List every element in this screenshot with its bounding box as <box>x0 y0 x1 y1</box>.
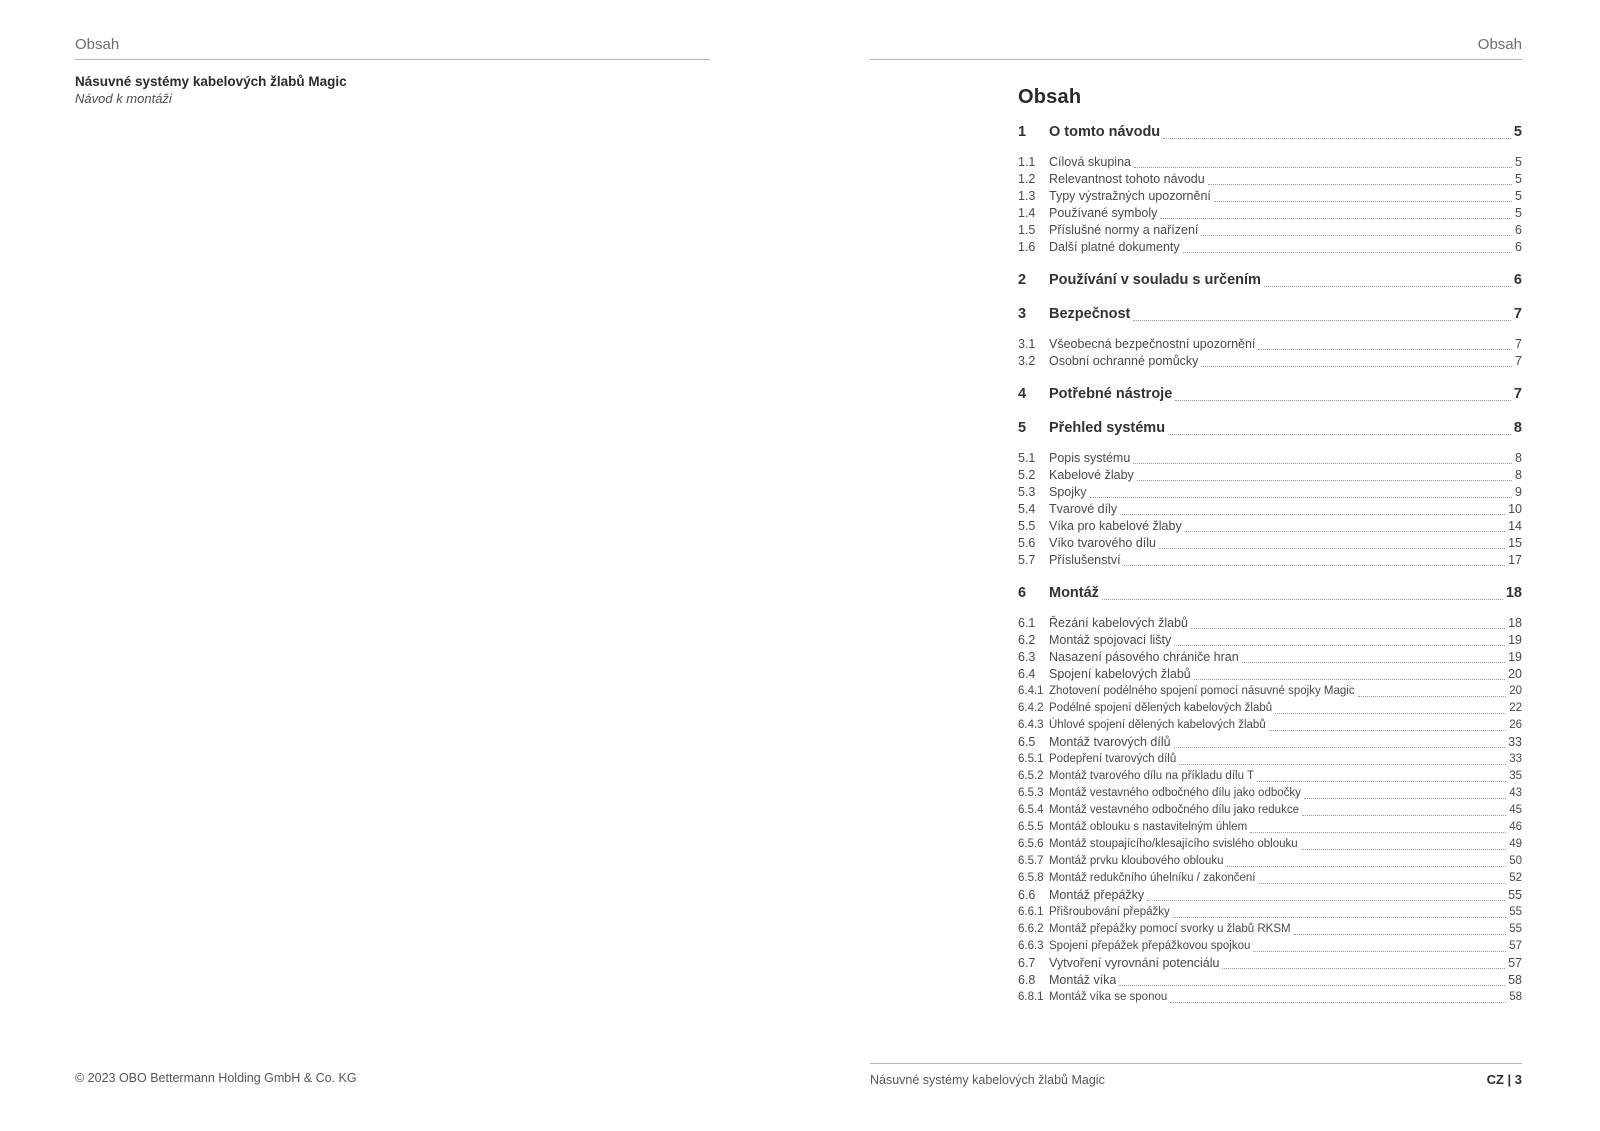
toc-entry-title: Používané symboly <box>1049 206 1158 220</box>
leader-dots <box>1119 985 1505 986</box>
toc-entry-title: Řezání kabelových žlabů <box>1049 616 1188 630</box>
toc-entry-number: 6.5.5 <box>1018 821 1044 833</box>
toc-entry[interactable] <box>1018 384 1522 404</box>
toc-entry-title: Cílová skupina <box>1049 155 1131 169</box>
leader-dots <box>1175 400 1511 401</box>
leader-dots <box>1124 565 1506 566</box>
leader-dots <box>1163 138 1511 139</box>
leader-dots <box>1137 480 1512 481</box>
toc-entry-title: Potřebné nástroje <box>1049 386 1173 402</box>
toc-entry[interactable] <box>1018 583 1522 603</box>
toc-entry[interactable] <box>1018 552 1522 569</box>
leader-dots <box>1174 747 1506 748</box>
toc-entry[interactable] <box>1018 336 1522 353</box>
toc-entry-page: 20 <box>1508 667 1522 681</box>
leader-dots <box>1208 184 1512 185</box>
toc-entry-title: Montáž oblouku s nastavitelným úhlem <box>1049 821 1248 833</box>
leader-dots <box>1222 968 1505 969</box>
toc-entry[interactable] <box>1018 304 1522 324</box>
toc-heading: Obsah <box>1018 86 1082 108</box>
leader-dots <box>1214 201 1512 202</box>
toc-entry-page: 7 <box>1513 386 1522 402</box>
toc-entry-title: Montáž spojovací lišty <box>1049 633 1172 647</box>
toc-entry-page: 55 <box>1509 906 1522 918</box>
toc-entry[interactable] <box>1018 751 1522 768</box>
toc-entry-title: Spojení přepážek přepážkovou spojkou <box>1049 940 1251 952</box>
toc-entry-number: 6.6.3 <box>1018 940 1044 952</box>
leader-dots <box>1257 781 1506 782</box>
toc-entry-title: Montáž tvarových dílů <box>1049 735 1171 749</box>
toc-entry-page: 57 <box>1509 940 1522 952</box>
toc-entry[interactable] <box>1018 972 1522 989</box>
page-footer <box>870 1063 1522 1087</box>
leader-dots <box>1264 286 1511 287</box>
leader-dots <box>1147 900 1505 901</box>
toc-entry-title: Montáž přepážky <box>1049 888 1145 902</box>
leader-dots <box>1358 696 1507 697</box>
leader-dots <box>1227 866 1507 867</box>
left-running-header: Obsah <box>75 36 710 60</box>
leader-dots <box>1275 713 1506 714</box>
toc-entry-page: 15 <box>1508 536 1522 550</box>
toc-entry-number: 6.6 <box>1018 888 1036 902</box>
toc-entry[interactable] <box>1018 853 1522 870</box>
toc-entry-number: 6.4.3 <box>1018 719 1044 731</box>
toc-entry-title: Kabelové žlaby <box>1049 468 1134 482</box>
toc-entry-number: 1.6 <box>1018 240 1036 254</box>
toc-entry-number: 3.1 <box>1018 337 1036 351</box>
toc-entry-page: 20 <box>1509 685 1522 697</box>
leader-dots <box>1090 497 1513 498</box>
leader-dots <box>1173 917 1506 918</box>
toc-entry-page: 35 <box>1509 770 1522 782</box>
toc-entry[interactable] <box>1018 734 1522 751</box>
toc-entry-number: 6.5.7 <box>1018 855 1044 867</box>
toc-entry-number: 6.5.4 <box>1018 804 1044 816</box>
toc-entry[interactable] <box>1018 938 1522 955</box>
toc-entry-page: 45 <box>1509 804 1522 816</box>
leader-dots <box>1134 167 1512 168</box>
toc-entry[interactable] <box>1018 717 1522 734</box>
toc-entry-page: 5 <box>1515 155 1522 169</box>
toc-entry-title: Montáž víka se sponou <box>1049 991 1168 1003</box>
toc-entry-page: 33 <box>1509 753 1522 765</box>
toc-entry[interactable] <box>1018 836 1522 853</box>
toc-entry-number: 1.1 <box>1018 155 1036 169</box>
toc-entry-title: Tvarové díly <box>1049 502 1118 516</box>
toc-entry-page: 46 <box>1509 821 1522 833</box>
toc-entry-number: 1.4 <box>1018 206 1036 220</box>
toc-entry-title: Podélné spojení dělených kabelových žlabů <box>1049 702 1273 714</box>
toc-entry[interactable] <box>1018 802 1522 819</box>
toc-entry-number: 4 <box>1018 386 1027 402</box>
toc-entry-title: Příslušenství <box>1049 553 1121 567</box>
toc-entry[interactable] <box>1018 870 1522 887</box>
toc-entry-number: 5.2 <box>1018 468 1036 482</box>
toc-entry-page: 7 <box>1515 354 1522 368</box>
toc-entry-page: 8 <box>1515 451 1522 465</box>
toc-entry-title: Vytvoření vyrovnání potenciálu <box>1049 956 1220 970</box>
toc-entry[interactable] <box>1018 270 1522 290</box>
toc-entry-number: 3.2 <box>1018 354 1036 368</box>
toc-entry[interactable] <box>1018 205 1522 222</box>
table-of-contents <box>1018 78 1522 1006</box>
toc-entry-number: 6.5.2 <box>1018 770 1044 782</box>
toc-entry[interactable] <box>1018 700 1522 717</box>
toc-entry[interactable] <box>1018 819 1522 836</box>
toc-entry-number: 6.5 <box>1018 735 1036 749</box>
toc-entry[interactable] <box>1018 632 1522 649</box>
right-running-header: Obsah <box>870 36 1522 60</box>
toc-entry-number: 5.7 <box>1018 553 1036 567</box>
toc-entry-page: 14 <box>1508 519 1522 533</box>
toc-entry-number: 6.5.3 <box>1018 787 1044 799</box>
toc-entry-page: 58 <box>1509 991 1522 1003</box>
toc-entry-page: 18 <box>1505 585 1522 601</box>
toc-entry-page: 19 <box>1508 650 1522 664</box>
toc-entry-title: Víko tvarového dílu <box>1049 536 1157 550</box>
document-subtitle: Návod k montáži <box>75 91 172 106</box>
toc-entry-number: 5.3 <box>1018 485 1036 499</box>
toc-entry[interactable] <box>1018 649 1522 666</box>
toc-entry-title: Přišroubování přepážky <box>1049 906 1170 918</box>
toc-entry[interactable] <box>1018 171 1522 188</box>
toc-entry-number: 6.4.1 <box>1018 685 1044 697</box>
leader-dots <box>1294 934 1507 935</box>
toc-entry-page: 33 <box>1508 735 1522 749</box>
toc-entry[interactable] <box>1018 122 1522 142</box>
toc-entry-title: Přehled systému <box>1049 420 1166 436</box>
toc-entry-page: 58 <box>1508 973 1522 987</box>
toc-entry-title: Montáž redukčního úhelníku / zakončení <box>1049 872 1256 884</box>
toc-entry-number: 6.5.1 <box>1018 753 1044 765</box>
leader-dots <box>1301 849 1507 850</box>
toc-entry-number: 6.2 <box>1018 633 1036 647</box>
toc-entry-number: 2 <box>1018 272 1027 288</box>
toc-entry-page: 8 <box>1515 468 1522 482</box>
toc-entry-number: 6.7 <box>1018 956 1036 970</box>
toc-entry-page: 7 <box>1513 306 1522 322</box>
leader-dots <box>1102 599 1503 600</box>
toc-entry-page: 43 <box>1509 787 1522 799</box>
leader-dots <box>1194 679 1505 680</box>
leader-dots <box>1259 883 1507 884</box>
toc-entry[interactable] <box>1018 615 1522 632</box>
toc-entry-title: Spojení kabelových žlabů <box>1049 667 1191 681</box>
toc-list <box>1018 122 1522 1006</box>
toc-entry-number: 5.5 <box>1018 519 1036 533</box>
toc-entry-page: 6 <box>1513 272 1522 288</box>
leader-dots <box>1133 463 1512 464</box>
toc-entry-title: Montáž přepážky pomocí svorky u žlabů RKSM <box>1049 923 1291 935</box>
toc-entry-title: Další platné dokumenty <box>1049 240 1180 254</box>
leader-dots <box>1179 764 1506 765</box>
toc-entry-number: 6.4 <box>1018 667 1036 681</box>
toc-entry-page: 57 <box>1508 956 1522 970</box>
toc-entry-page: 55 <box>1509 923 1522 935</box>
toc-entry[interactable] <box>1018 484 1522 501</box>
leader-dots <box>1120 514 1505 515</box>
footer-page-number: CZ | 3 <box>1486 1072 1522 1087</box>
leader-dots <box>1304 798 1506 799</box>
toc-entry[interactable] <box>1018 239 1522 256</box>
toc-entry-number: 1.2 <box>1018 172 1036 186</box>
toc-entry-number: 6 <box>1018 585 1027 601</box>
toc-entry-page: 22 <box>1509 702 1522 714</box>
toc-entry-title: Spojky <box>1049 485 1087 499</box>
toc-entry-title: Používání v souladu s určením <box>1049 272 1261 288</box>
toc-entry[interactable] <box>1018 683 1522 700</box>
toc-entry-title: Příslušné normy a nařízení <box>1049 223 1199 237</box>
leader-dots <box>1170 1002 1506 1003</box>
leader-dots <box>1269 730 1506 731</box>
toc-entry-title: Montáž vestavného odbočného dílu jako redukce <box>1049 804 1299 816</box>
toc-entry-title: Nasazení pásového chrániče hran <box>1049 650 1239 664</box>
toc-entry-title: Montáž tvarového dílu na příkladu dílu T <box>1049 770 1254 782</box>
toc-entry-page: 10 <box>1508 502 1522 516</box>
leader-dots <box>1302 815 1506 816</box>
toc-entry-title: Montáž <box>1049 585 1099 601</box>
toc-entry-page: 8 <box>1513 420 1522 436</box>
toc-entry-number: 6.1 <box>1018 616 1036 630</box>
toc-entry-title: Osobní ochranné pomůcky <box>1049 354 1199 368</box>
toc-entry-page: 5 <box>1515 206 1522 220</box>
toc-entry[interactable] <box>1018 768 1522 785</box>
toc-entry-number: 6.3 <box>1018 650 1036 664</box>
toc-entry[interactable] <box>1018 785 1522 802</box>
leader-dots <box>1250 832 1506 833</box>
toc-entry-title: Podepření tvarových dílů <box>1049 753 1177 765</box>
document-identification <box>75 73 710 107</box>
toc-entry-title: Všeobecná bezpečnostní upozornění <box>1049 337 1256 351</box>
toc-entry-number: 5 <box>1018 420 1027 436</box>
leader-dots <box>1242 662 1505 663</box>
footer-document-title: Násuvné systémy kabelových žlabů Magic <box>870 1073 1105 1087</box>
leader-dots <box>1160 218 1512 219</box>
toc-entry-page: 52 <box>1509 872 1522 884</box>
toc-entry-title: Montáž víka <box>1049 973 1117 987</box>
toc-entry[interactable] <box>1018 501 1522 518</box>
toc-entry[interactable] <box>1018 955 1522 972</box>
leader-dots <box>1168 434 1511 435</box>
toc-entry-page: 17 <box>1508 553 1522 567</box>
leader-dots <box>1133 320 1511 321</box>
toc-entry-title: Relevantnost tohoto návodu <box>1049 172 1205 186</box>
toc-entry-number: 6.6.1 <box>1018 906 1044 918</box>
toc-entry-title: Montáž stoupajícího/klesajícího svislého oblouku <box>1049 838 1298 850</box>
toc-entry-number: 6.4.2 <box>1018 702 1044 714</box>
toc-entry[interactable] <box>1018 989 1522 1006</box>
toc-entry-number: 6.8.1 <box>1018 991 1044 1003</box>
toc-entry[interactable] <box>1018 467 1522 484</box>
toc-entry-title: Víka pro kabelové žlaby <box>1049 519 1182 533</box>
leader-dots <box>1174 645 1505 646</box>
toc-entry-title: O tomto návodu <box>1049 124 1161 140</box>
toc-entry-number: 1.3 <box>1018 189 1036 203</box>
leader-dots <box>1185 531 1505 532</box>
toc-entry-page: 9 <box>1515 485 1522 499</box>
toc-entry[interactable] <box>1018 418 1522 438</box>
toc-entry-page: 5 <box>1515 172 1522 186</box>
toc-entry[interactable] <box>1018 222 1522 239</box>
toc-entry[interactable] <box>1018 921 1522 938</box>
toc-entry[interactable] <box>1018 666 1522 683</box>
toc-entry-number: 5.6 <box>1018 536 1036 550</box>
toc-entry-number: 1.5 <box>1018 223 1036 237</box>
toc-entry[interactable] <box>1018 188 1522 205</box>
leader-dots <box>1201 366 1512 367</box>
toc-entry-page: 26 <box>1509 719 1522 731</box>
toc-entry-number: 6.6.2 <box>1018 923 1044 935</box>
leader-dots <box>1159 548 1505 549</box>
toc-entry-number: 3 <box>1018 306 1027 322</box>
toc-entry-number: 6.5.8 <box>1018 872 1044 884</box>
toc-entry-page: 5 <box>1515 189 1522 203</box>
toc-entry-page: 19 <box>1508 633 1522 647</box>
toc-entry-title: Popis systému <box>1049 451 1131 465</box>
leader-dots <box>1183 252 1512 253</box>
document-title: Násuvné systémy kabelových žlabů Magic <box>75 74 347 89</box>
toc-entry-page: 5 <box>1513 124 1522 140</box>
leader-dots <box>1253 951 1506 952</box>
toc-entry-title: Zhotovení podélného spojení pomocí násuvné spojky Magic <box>1049 685 1355 697</box>
toc-entry-page: 55 <box>1508 888 1522 902</box>
toc-entry[interactable] <box>1018 450 1522 467</box>
toc-entry-number: 6.5.6 <box>1018 838 1044 850</box>
toc-entry-title: Bezpečnost <box>1049 306 1131 322</box>
toc-entry-page: 50 <box>1509 855 1522 867</box>
toc-entry-page: 18 <box>1508 616 1522 630</box>
toc-entry-page: 7 <box>1515 337 1522 351</box>
toc-entry-page: 6 <box>1515 223 1522 237</box>
toc-entry[interactable] <box>1018 904 1522 921</box>
toc-entry-page: 49 <box>1509 838 1522 850</box>
toc-entry[interactable] <box>1018 154 1522 171</box>
toc-entry[interactable] <box>1018 887 1522 904</box>
toc-entry-number: 5.1 <box>1018 451 1036 465</box>
toc-entry-number: 5.4 <box>1018 502 1036 516</box>
toc-entry[interactable] <box>1018 535 1522 552</box>
toc-entry-number: 1 <box>1018 124 1027 140</box>
toc-entry-title: Montáž vestavného odbočného dílu jako odbočky <box>1049 787 1301 799</box>
leader-dots <box>1191 628 1505 629</box>
toc-entry-title: Úhlové spojení dělených kabelových žlabů <box>1049 719 1266 731</box>
leader-dots <box>1201 235 1512 236</box>
toc-entry[interactable] <box>1018 353 1522 370</box>
toc-entry[interactable] <box>1018 518 1522 535</box>
toc-entry-page: 6 <box>1515 240 1522 254</box>
copyright-footer: © 2023 OBO Bettermann Holding GmbH & Co. KG <box>75 1071 357 1085</box>
toc-entry-title: Montáž prvku kloubového oblouku <box>1049 855 1224 867</box>
toc-entry-title: Typy výstražných upozornění <box>1049 189 1211 203</box>
leader-dots <box>1258 349 1512 350</box>
toc-entry-number: 6.8 <box>1018 973 1036 987</box>
